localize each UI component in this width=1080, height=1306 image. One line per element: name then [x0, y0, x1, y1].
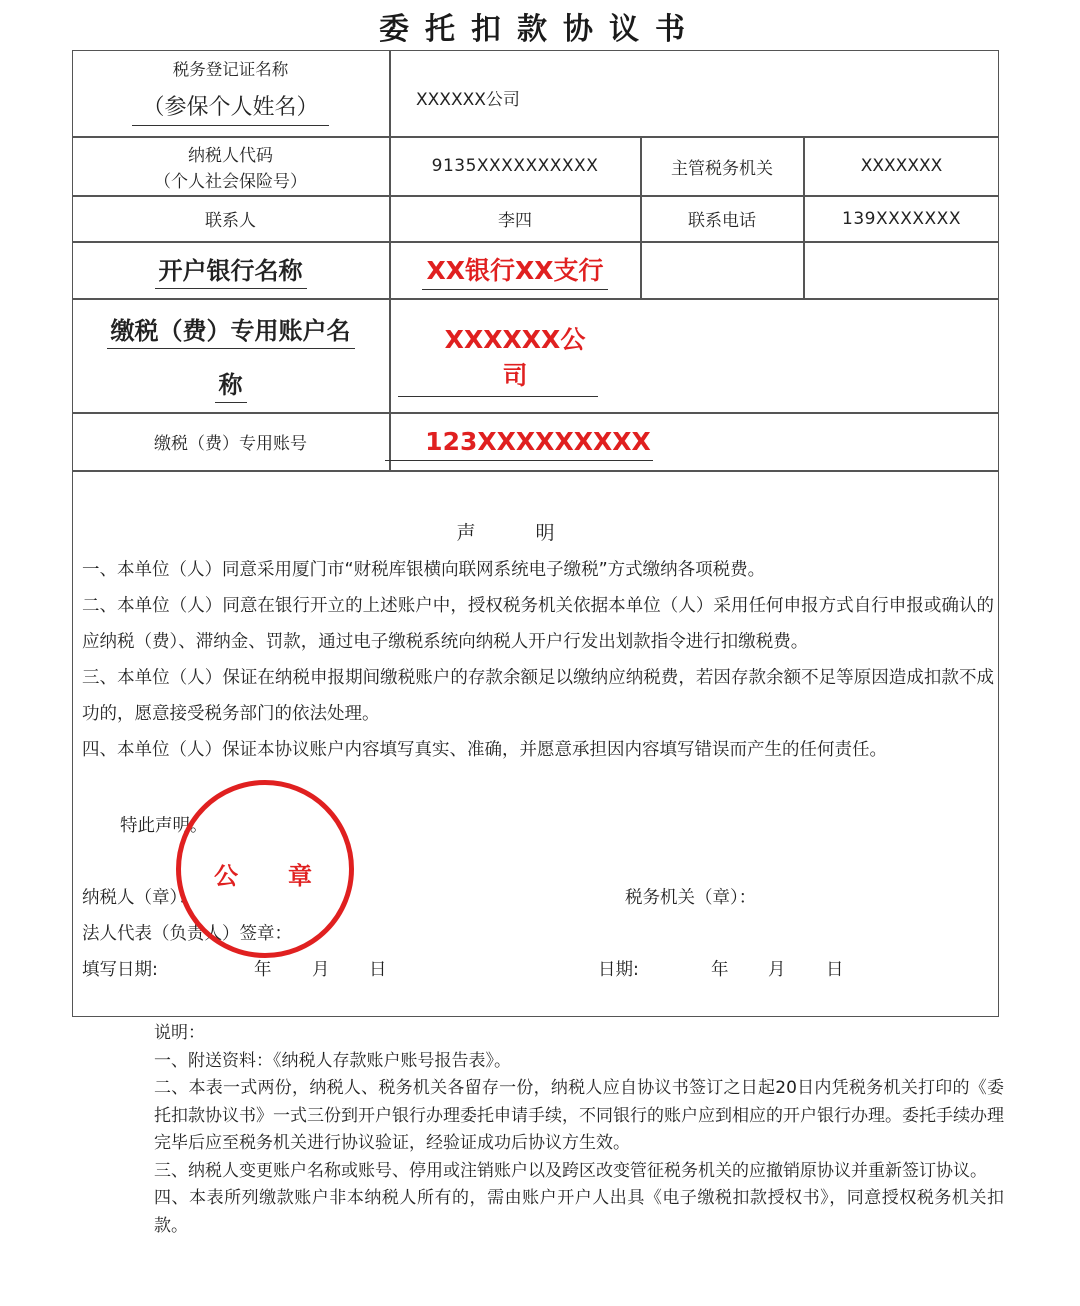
account-no-value[interactable]: 123XXXXXXXXX — [385, 427, 653, 461]
note-item: 一、附送资料：《纳税人存款账户账号报告表》。 — [154, 1050, 511, 1071]
bank-name-value[interactable]: XX银行XX支行 — [422, 251, 607, 290]
reg-name-label: 税务登记证名称 — [172, 60, 289, 79]
document-title: 委托扣款协议书 — [379, 12, 701, 47]
tax-authority-value[interactable]: XXXXXXX — [860, 156, 943, 176]
note-item: 三、纳税人变更账户名称或账号、停用或注销账户以及跨区改变管征税务机关的应撤销原协议并重新签订协议。 — [154, 1160, 987, 1181]
grid-line — [72, 298, 999, 300]
note-item: 四、本表所列缴款账户非本纳税人所有的，需由账户开户人出具《电子缴税扣款授权书》，同意授权税务机关扣款。 — [154, 1188, 1004, 1236]
account-no-value-wrap[interactable] — [398, 424, 651, 464]
date-year: 年 — [711, 960, 729, 980]
declaration-title: 声明 — [456, 522, 615, 544]
bank-name-value-wrap[interactable] — [390, 242, 640, 298]
notes-section — [154, 1020, 1004, 1240]
fill-date-day: 日 — [369, 960, 387, 980]
account-no-label: 缴税（费）专用账号 — [154, 434, 307, 454]
taxpayer-code-value[interactable]: 9135XXXXXXXXXX — [431, 156, 599, 176]
declaration-item: 四、本单位（人）保证本协议账户内容填写真实、准确，并愿意承担因内容填写错误而产生的任何责任。 — [82, 740, 887, 760]
phone-value[interactable]: 139XXXXXXX — [842, 208, 961, 229]
fill-date-month: 月 — [312, 960, 330, 980]
reg-name-value[interactable]: XXXXXX公司 — [416, 89, 520, 110]
fill-date-year: 年 — [254, 960, 272, 980]
declaration-item: 三、本单位（人）保证在纳税申报期间缴税账户的存款余额足以缴纳应纳税费，若因存款余额不足等原因造成扣款不成功的，愿意接受税务部门的依法处理。 — [82, 668, 994, 724]
date-day: 日 — [826, 960, 844, 980]
taxpayer-seal-label: 纳税人（章）： — [82, 888, 196, 908]
bank-name-label-wrap — [72, 242, 389, 298]
reg-name-sub-label: （参保个人姓名） — [132, 90, 328, 126]
note-item: 二、本表一式两份，纳税人、税务机关各留存一份，纳税人应自协议书签订之日起20日内凭税务机关打印的《委托扣款协议书》一式三份到开户银行办理委托申请手续，不同银行的账户应到相应的开户银行办理。委托手续办理完毕后应至税务机关进行协议验证，经验证成功后协议方生效。 — [154, 1078, 1004, 1153]
account-name-label-wrap — [72, 308, 389, 352]
declaration-item: 一、本单位（人）同意采用厦门市“财税库银横向联网系统电子缴税”方式缴纳各项税费。 — [82, 560, 766, 580]
taxpayer-code-label: 纳税人代码 — [188, 145, 273, 166]
notes-heading: 说明： — [154, 1023, 205, 1043]
account-name-value-wrap[interactable] — [398, 324, 598, 390]
account-name-value[interactable]: XXXXXX公司 — [398, 320, 598, 397]
date-label: 日期: — [598, 960, 639, 980]
taxpayer-code-sub-label: （个人社会保险号） — [154, 171, 307, 192]
bank-name-label: 开户银行名称 — [155, 251, 307, 289]
date-month: 月 — [768, 960, 786, 980]
declaration-item: 二、本单位（人）同意在银行开立的上述账户中，授权税务机关依据本单位（人）采用任何申报方式自行申报或确认的应纳税（费）、滞纳金、罚款，通过电子缴税系统向纳税人开户行发出划款指令进行扣缴税费。 — [82, 596, 994, 652]
account-name-label-line2: 称 — [215, 365, 247, 403]
account-name-label-line1: 缴税（费）专用账户名 — [107, 311, 355, 349]
tax-office-seal-label: 税务机关（章）： — [625, 888, 757, 908]
phone-label: 联系电话 — [688, 211, 756, 231]
seal-text: 公章 — [214, 862, 362, 890]
reg-name-sub-label-wrap — [72, 86, 389, 130]
tax-authority-label: 主管税务机关 — [671, 158, 773, 179]
contact-label: 联系人 — [205, 211, 256, 231]
contact-value[interactable]: 李四 — [498, 211, 532, 231]
closing-text: 特此声明。 — [120, 816, 208, 836]
legal-rep-label: 法人代表（负责人）签章： — [82, 924, 292, 944]
fill-date-label: 填写日期: — [82, 960, 158, 980]
grid-line — [72, 470, 999, 472]
account-name-label-wrap2 — [72, 362, 389, 406]
